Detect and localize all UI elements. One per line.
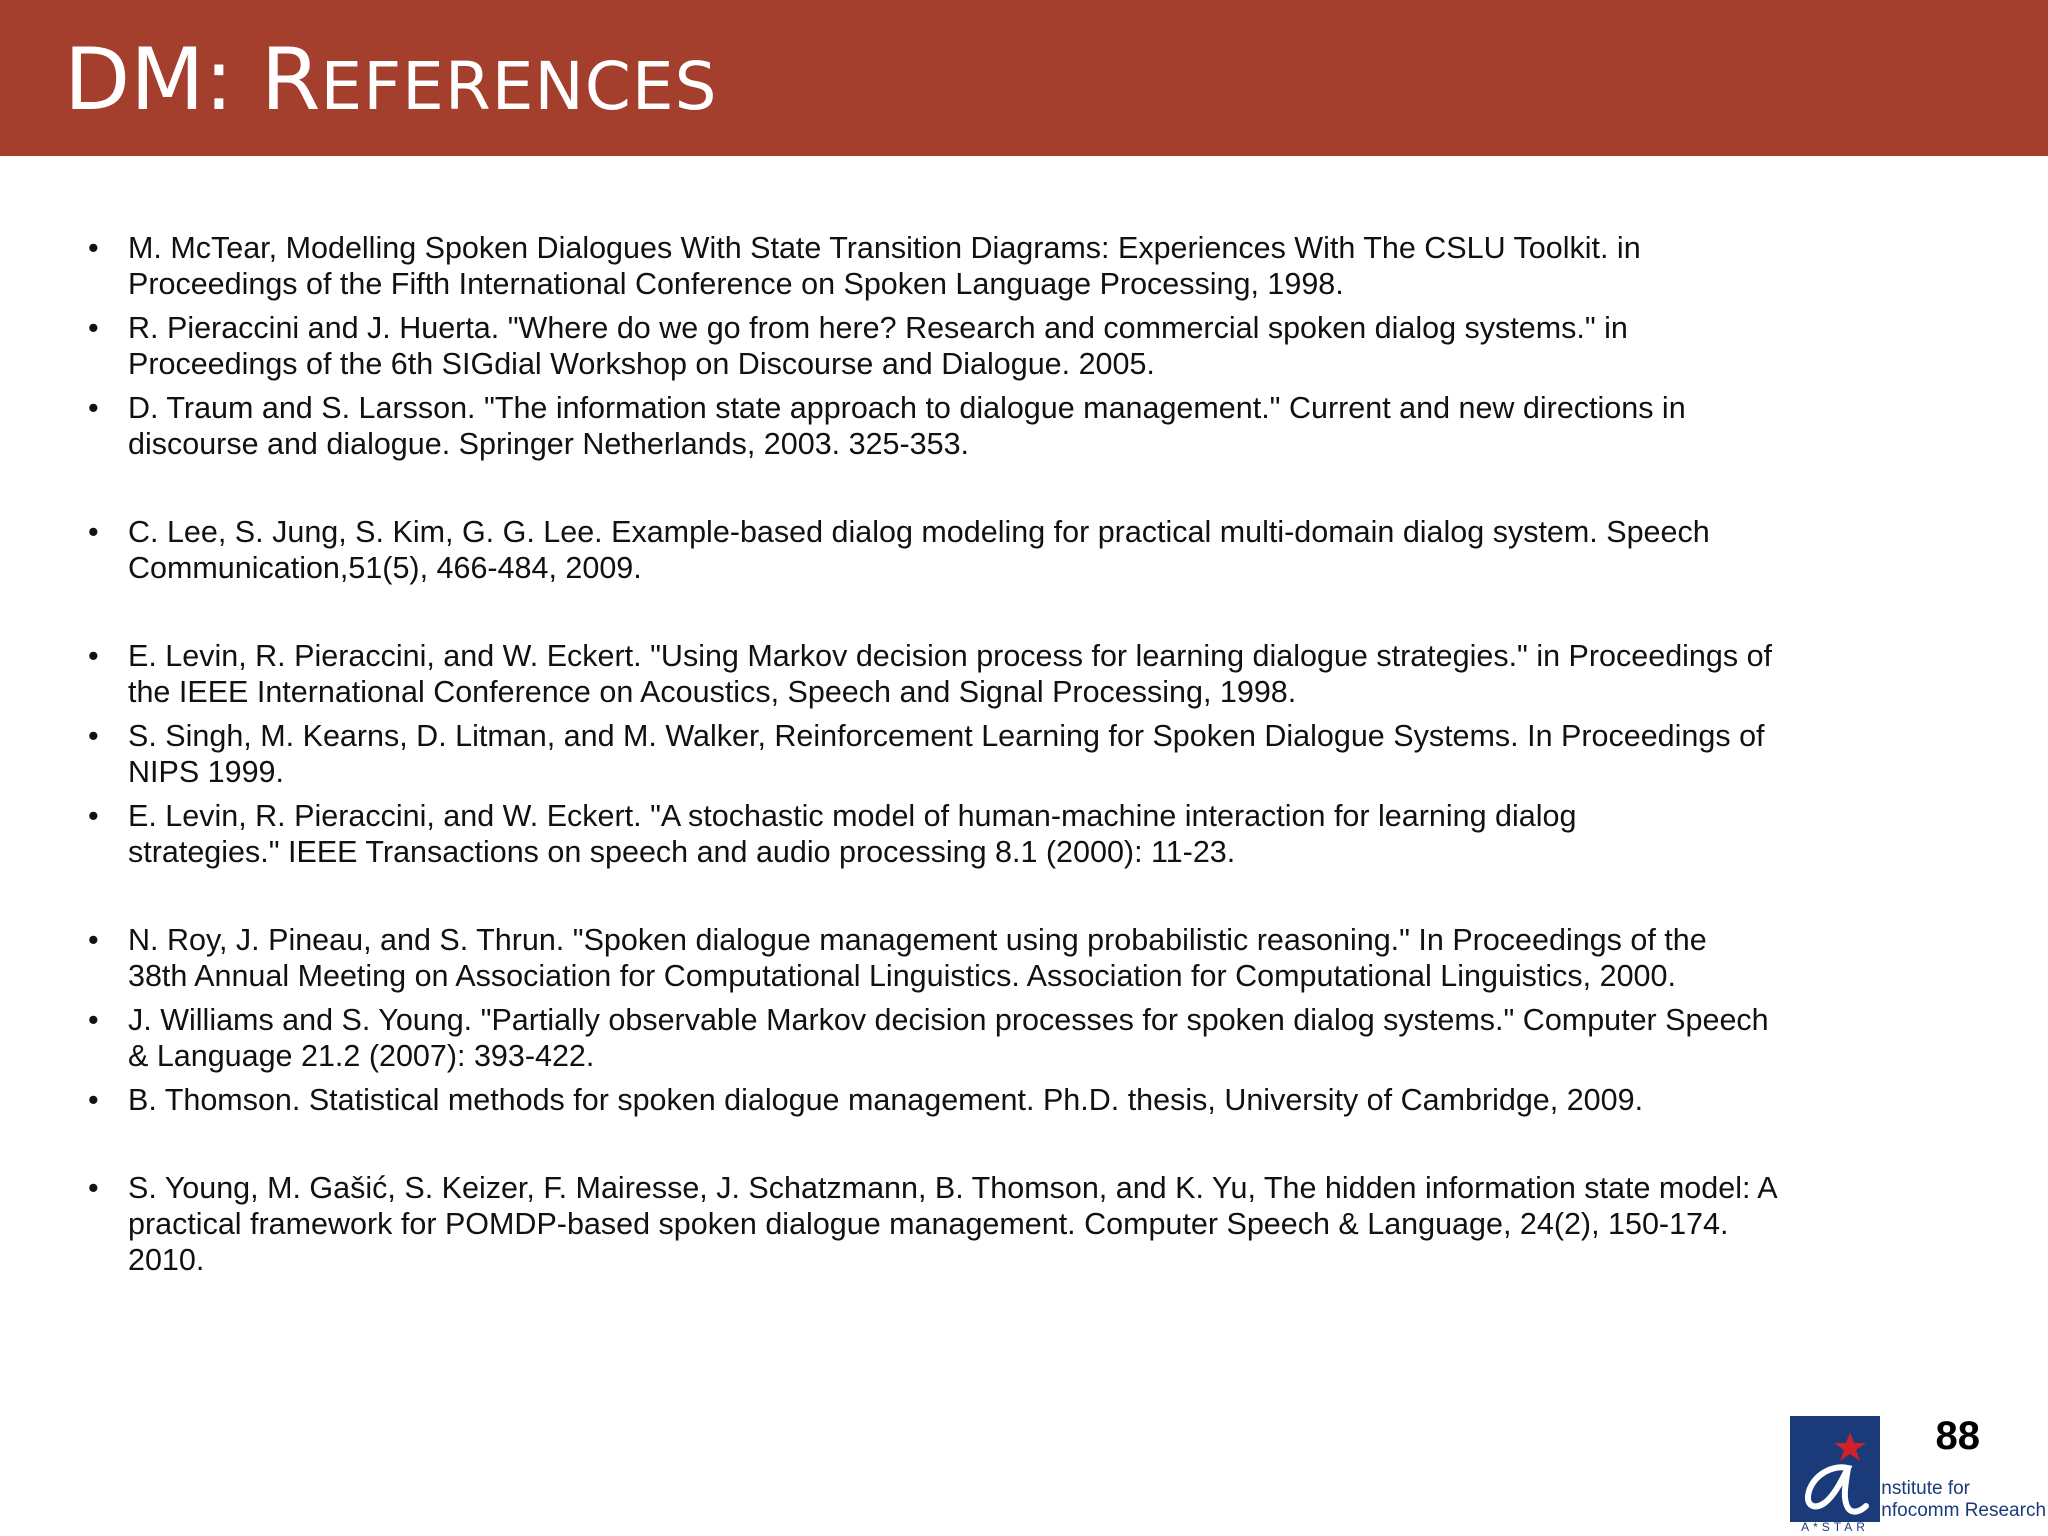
slide-title-rest: EFERENCES (320, 48, 718, 125)
slide-title-initial: R (260, 30, 321, 130)
bullet-icon: • (88, 923, 99, 957)
reference-item (88, 1002, 1988, 1074)
reference-item (88, 230, 1988, 302)
bullet-icon: • (88, 311, 99, 345)
reference-line: B. Thomson. Statistical methods for spoken dialogue management. Ph.D. thesis, University of Cambridge, 2009. (128, 1083, 1644, 1117)
reference-item (88, 798, 1988, 870)
reference-line: M. McTear, Modelling Spoken Dialogues With State Transition Diagrams: Experiences With The CSLU Toolkit. in (128, 231, 1641, 265)
reference-line: practical framework for POMDP-based spoken dialogue management. Computer Speech & Language, 24(2), 150-174. (128, 1207, 1729, 1241)
reference-item (88, 310, 1988, 382)
reference-line: discourse and dialogue. Springer Netherlands, 2003. 325-353. (128, 427, 970, 461)
bullet-icon: • (88, 719, 99, 753)
page-number: 88 (1935, 1414, 1980, 1458)
reference-line: E. Levin, R. Pieraccini, and W. Eckert. "Using Markov decision process for learning dialogue strategies." in Proceedings of (128, 639, 1773, 673)
bullet-icon: • (88, 1171, 99, 1205)
reference-line: J. Williams and S. Young. "Partially observable Markov decision processes for spoken dialog systems." Computer Speech (128, 1003, 1769, 1037)
reference-item (88, 1170, 1988, 1278)
reference-line: Communication,51(5), 466-484, 2009. (128, 551, 642, 585)
bullet-icon: • (88, 515, 99, 549)
reference-line: 38th Annual Meeting on Association for Computational Linguistics. Association for Computational Linguistics, 2000. (128, 959, 1676, 993)
reference-line: NIPS 1999. (128, 755, 284, 789)
reference-line: & Language 21.2 (2007): 393-422. (128, 1039, 595, 1073)
reference-line: the IEEE International Conference on Acoustics, Speech and Signal Processing, 1998. (128, 675, 1297, 709)
bullet-icon: • (88, 1003, 99, 1037)
reference-line: N. Roy, J. Pineau, and S. Thrun. "Spoken dialogue management using probabilistic reasoning." In Proceedings of the (128, 923, 1707, 957)
bullet-icon: • (88, 639, 99, 673)
slide-title-prefix: DM: (64, 30, 261, 130)
bullet-icon: • (88, 1083, 99, 1117)
bullet-icon: • (88, 799, 99, 833)
reference-line: S. Singh, M. Kearns, D. Litman, and M. Walker, Reinforcement Learning for Spoken Dialogue Systems. In Proceedings of (128, 719, 1765, 753)
slide-title (64, 30, 717, 137)
reference-line: C. Lee, S. Jung, S. Kim, G. G. Lee. Example-based dialog modeling for practical multi-domain dialog system. Speech (128, 515, 1710, 549)
bullet-icon: • (88, 231, 99, 265)
reference-line: D. Traum and S. Larsson. "The information state approach to dialogue management." Current and new directions in (128, 391, 1686, 425)
reference-item (88, 718, 1988, 790)
astar-logo (1790, 1416, 1880, 1522)
institute-line-2: Infocomm Research (1876, 1500, 2047, 1521)
bullet-icon: • (88, 391, 99, 425)
institute-line-1: Institute for (1876, 1478, 1970, 1499)
reference-item (88, 1082, 1988, 1118)
title-bar (0, 0, 2048, 156)
reference-item (88, 638, 1988, 710)
reference-line: 2010. (128, 1243, 205, 1277)
reference-line: Proceedings of the Fifth International Conference on Spoken Language Processing, 1998. (128, 267, 1344, 301)
reference-line: E. Levin, R. Pieraccini, and W. Eckert. "A stochastic model of human-machine interaction for learning dialog (128, 799, 1577, 833)
reference-item (88, 390, 1988, 462)
reference-item (88, 922, 1988, 994)
reference-line: strategies." IEEE Transactions on speech and audio processing 8.1 (2000): 11-23. (128, 835, 1236, 869)
logo-caption: A*STAR (1801, 1520, 1869, 1534)
reference-line: R. Pieraccini and J. Huerta. "Where do we go from here? Research and commercial spoken dialog systems." in (128, 311, 1628, 345)
reference-item (88, 514, 1988, 586)
institute-name (1876, 1478, 2046, 1522)
reference-line: S. Young, M. Gašić, S. Keizer, F. Mairesse, J. Schatzmann, B. Thomson, and K. Yu, The hidden information state model: A (128, 1171, 1778, 1205)
reference-line: Proceedings of the 6th SIGdial Workshop on Discourse and Dialogue. 2005. (128, 347, 1155, 381)
